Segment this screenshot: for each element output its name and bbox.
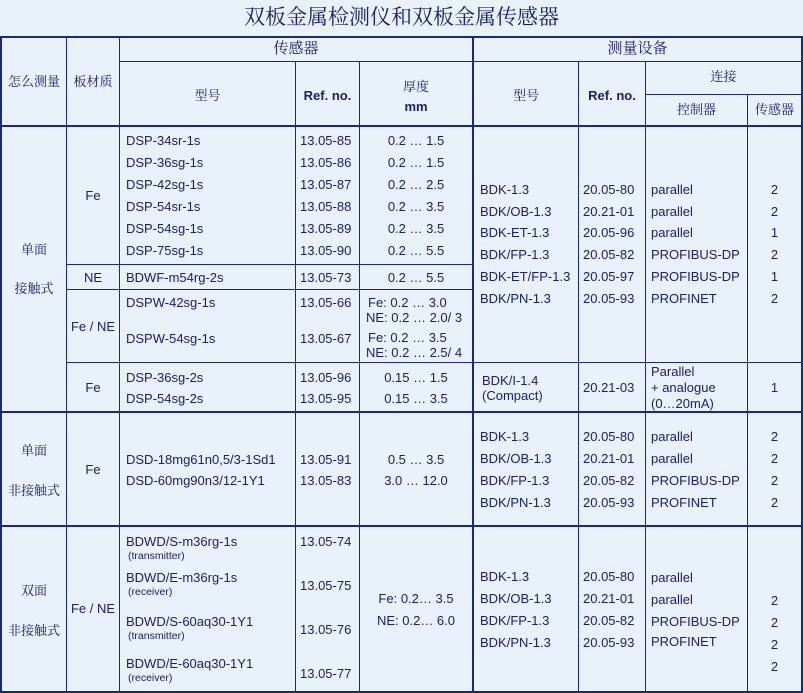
device-ref: 20.05-82 xyxy=(583,613,635,628)
device-ref: 20.21-03 xyxy=(583,380,635,395)
sensor-thickness: NE: 0.2 … 2.5/ 4 xyxy=(366,345,463,360)
group-line xyxy=(0,411,803,413)
device-model: BDK/OB-1.3 xyxy=(480,451,552,466)
sensor-ref: 13.05-85 xyxy=(300,133,352,148)
sensor-model: BDWF-m54rg-2s xyxy=(126,270,224,285)
sensor-thickness: 0.2 … 3.5 xyxy=(387,221,445,236)
device-controller: Parallel xyxy=(651,364,695,379)
sensor-thickness: 0.2 … 5.5 xyxy=(387,270,445,285)
device-model: BDK/OB-1.3 xyxy=(480,204,552,219)
device-ref: 20.05-93 xyxy=(583,635,635,650)
device-sensor-count: 1 xyxy=(770,380,779,395)
sensor-ref: 13.05-76 xyxy=(300,622,352,637)
sensor-ref: 13.05-66 xyxy=(300,295,352,310)
device-ref: 20.21-01 xyxy=(583,591,635,606)
sensor-ref: 13.05-87 xyxy=(300,177,352,192)
device-controller: PROFIBUS-DP xyxy=(651,614,740,629)
device-controller: parallel xyxy=(651,182,693,197)
device-sensor-count: 2 xyxy=(770,247,779,262)
device-ref: 20.05-80 xyxy=(583,429,635,444)
device-controller: parallel xyxy=(651,225,693,240)
device-model: BDK-ET-1.3 xyxy=(480,225,550,240)
device-model: BDK-1.3 xyxy=(480,182,530,197)
device-ref: 20.05-80 xyxy=(583,182,635,197)
row-line xyxy=(66,289,473,290)
sensor-model: BDWD/E-60aq30-1Y1 xyxy=(126,656,254,671)
material-label: Fe xyxy=(85,188,101,203)
device-controller: PROFINET xyxy=(651,634,717,649)
sensor-model: DSD-18mg61n0,5/3-1Sd1 xyxy=(126,452,276,467)
sensor-thickness: 0.2 … 3.5 xyxy=(387,199,445,214)
device-sensor-count: 2 xyxy=(770,637,779,652)
material-label: Fe / NE xyxy=(70,319,116,334)
header-thickness: 厚度 xyxy=(402,79,429,94)
device-controller: parallel xyxy=(651,451,693,466)
header-sensor-count: 传感器 xyxy=(754,102,794,117)
sensor-model: DSP-36sg-1s xyxy=(126,155,204,170)
device-ref: 20.21-01 xyxy=(583,204,635,219)
sensor-role: (transmitter) xyxy=(128,630,185,642)
device-model: BDK-1.3 xyxy=(480,429,530,444)
col-line xyxy=(578,61,579,693)
group-line xyxy=(0,525,803,527)
sensor-role: (receiver) xyxy=(128,586,173,598)
device-ref: 20.05-93 xyxy=(583,291,635,306)
group-label: 单面 xyxy=(20,242,47,257)
col-line xyxy=(119,36,120,693)
sensor-model: DSP-34sr-1s xyxy=(126,133,201,148)
col-line xyxy=(645,61,646,693)
sensor-ref: 13.05-77 xyxy=(300,666,352,681)
header-measuring-device: 测量设备 xyxy=(607,40,668,57)
sensor-model: DSP-42sg-1s xyxy=(126,177,204,192)
sensor-thickness: 0.2 … 1.5 xyxy=(387,155,445,170)
sensor-thickness: 0.2 … 2.5 xyxy=(387,177,445,192)
device-ref: 20.05-80 xyxy=(583,569,635,584)
header-device-model: 型号 xyxy=(512,88,539,103)
row-line xyxy=(66,264,473,265)
sensor-model: DSPW-54sg-1s xyxy=(126,331,216,346)
sensor-ref: 13.05-67 xyxy=(300,331,352,346)
sensor-thickness: Fe: 0.2… 3.5 xyxy=(378,591,454,606)
group-label: 非接触式 xyxy=(7,623,60,638)
sensor-ref: 13.05-90 xyxy=(300,243,352,258)
device-model: BDK/FP-1.3 xyxy=(480,247,550,262)
device-controller: PROFIBUS-DP xyxy=(651,269,740,284)
header-device-ref: Ref. no. xyxy=(588,88,636,103)
row-line xyxy=(66,362,803,363)
group-label: 接触式 xyxy=(14,281,54,296)
device-model: BDK-1.3 xyxy=(480,569,530,584)
sensor-role: (transmitter) xyxy=(128,550,185,562)
device-sensor-count: 1 xyxy=(770,269,779,284)
sensor-model: DSP-54sr-1s xyxy=(126,199,201,214)
sensor-model: BDWD/S-m36rg-1s xyxy=(126,534,238,549)
device-controller: parallel xyxy=(651,570,693,585)
device-sensor-count: 2 xyxy=(770,659,779,674)
device-ref: 20.05-93 xyxy=(583,495,635,510)
header-how-to-measure: 怎么测量 xyxy=(7,74,60,89)
device-ref: 20.05-97 xyxy=(583,269,635,284)
material-label: NE xyxy=(83,270,103,285)
row-line xyxy=(119,61,801,62)
device-controller: parallel xyxy=(651,592,693,607)
device-model: BDK/PN-1.3 xyxy=(480,495,551,510)
device-controller: + analogue xyxy=(651,380,716,395)
sensor-model: DSD-60mg90n3/12-1Y1 xyxy=(126,473,265,488)
table-border-top xyxy=(0,36,803,38)
sensor-thickness: Fe: 0.2 … 3.0 xyxy=(368,295,447,310)
header-controller: 控制器 xyxy=(676,102,716,117)
header-bottom-line xyxy=(0,125,803,127)
sensor-ref: 13.05-95 xyxy=(300,391,352,406)
sensor-ref: 13.05-75 xyxy=(300,578,352,593)
device-sensor-count: 2 xyxy=(770,291,779,306)
sensor-model: DSP-75sg-1s xyxy=(126,243,204,258)
sensor-role: (receiver) xyxy=(128,672,173,684)
device-controller: parallel xyxy=(651,204,693,219)
device-sensor-count: 2 xyxy=(770,429,779,444)
sensor-thickness: NE: 0.2… 6.0 xyxy=(376,613,456,628)
device-ref: 20.21-01 xyxy=(583,451,635,466)
header-sensor: 传感器 xyxy=(273,40,319,57)
device-model: BDK/FP-1.3 xyxy=(480,473,550,488)
device-sensor-count: 2 xyxy=(770,204,779,219)
material-label: Fe / NE xyxy=(70,601,116,616)
device-controller: PROFINET xyxy=(651,495,717,510)
group-label: 单面 xyxy=(20,443,47,458)
device-model: BDK/I-1.4 xyxy=(482,373,539,388)
header-connection: 连接 xyxy=(710,69,737,84)
device-controller: PROFIBUS-DP xyxy=(651,473,740,488)
page-title: 双板金属检测仪和双板金属传感器 xyxy=(0,0,803,36)
sensor-thickness: NE: 0.2 … 2.0/ 3 xyxy=(366,310,463,325)
device-model: BDK/FP-1.3 xyxy=(480,613,550,628)
device-sensor-count: 1 xyxy=(770,225,779,240)
header-sensor-model: 型号 xyxy=(194,88,221,103)
device-ref: 20.05-82 xyxy=(583,473,635,488)
sensor-ref: 13.05-83 xyxy=(300,473,352,488)
sensor-model: BDWD/S-60aq30-1Y1 xyxy=(126,614,254,629)
device-controller: parallel xyxy=(651,429,693,444)
sensor-model: DSPW-42sg-1s xyxy=(126,295,216,310)
sensor-thickness: 3.0 … 12.0 xyxy=(384,473,448,488)
device-sensor-count: 2 xyxy=(770,495,779,510)
device-controller: PROFIBUS-DP xyxy=(651,247,740,262)
device-ref: 20.05-96 xyxy=(583,225,635,240)
device-sensor-count: 2 xyxy=(770,182,779,197)
sensor-thickness: 0.5 … 3.5 xyxy=(387,452,445,467)
sensor-ref: 13.05-73 xyxy=(300,270,352,285)
material-label: Fe xyxy=(85,462,101,477)
sensor-thickness: 0.2 … 1.5 xyxy=(387,133,445,148)
device-sensor-count: 2 xyxy=(770,615,779,630)
sensor-thickness: Fe: 0.2 … 3.5 xyxy=(368,330,447,345)
device-controller: PROFINET xyxy=(651,291,717,306)
sensor-thickness: 0.2 … 5.5 xyxy=(387,243,445,258)
device-model-note: (Compact) xyxy=(482,388,543,403)
header-material: 板材质 xyxy=(73,74,113,89)
device-model: BDK/PN-1.3 xyxy=(480,635,551,650)
sensor-thickness: 0.15 … 3.5 xyxy=(384,391,448,406)
sensor-ref: 13.05-86 xyxy=(300,155,352,170)
device-sensor-count: 2 xyxy=(770,593,779,608)
header-thickness-unit: mm xyxy=(404,99,428,114)
device-model: BDK-ET/FP-1.3 xyxy=(480,269,571,284)
col-line xyxy=(66,36,67,693)
sensor-ref: 13.05-74 xyxy=(300,534,352,549)
device-model: BDK/OB-1.3 xyxy=(480,591,552,606)
row-line xyxy=(645,94,801,95)
device-ref: 20.05-82 xyxy=(583,247,635,262)
sensor-ref: 13.05-96 xyxy=(300,370,352,385)
sensor-ref: 13.05-91 xyxy=(300,452,352,467)
device-model: BDK/PN-1.3 xyxy=(480,291,551,306)
material-label: Fe xyxy=(85,380,101,395)
sensor-ref: 13.05-88 xyxy=(300,199,352,214)
col-line xyxy=(472,36,474,693)
device-controller: (0…20mA) xyxy=(651,396,714,411)
sensor-model: DSP-36sg-2s xyxy=(126,370,204,385)
sensor-thickness: 0.15 … 1.5 xyxy=(384,370,448,385)
group-label: 双面 xyxy=(20,583,47,598)
group-label: 非接触式 xyxy=(7,483,60,498)
sensor-model: BDWD/E-m36rg-1s xyxy=(126,570,238,585)
device-sensor-count: 2 xyxy=(770,451,779,466)
col-line xyxy=(295,61,296,693)
header-sensor-ref: Ref. no. xyxy=(303,88,352,103)
sensor-model: DSP-54sg-1s xyxy=(126,221,204,236)
sensor-model: DSP-54sg-2s xyxy=(126,391,204,406)
device-sensor-count: 2 xyxy=(770,473,779,488)
sensor-ref: 13.05-89 xyxy=(300,221,352,236)
